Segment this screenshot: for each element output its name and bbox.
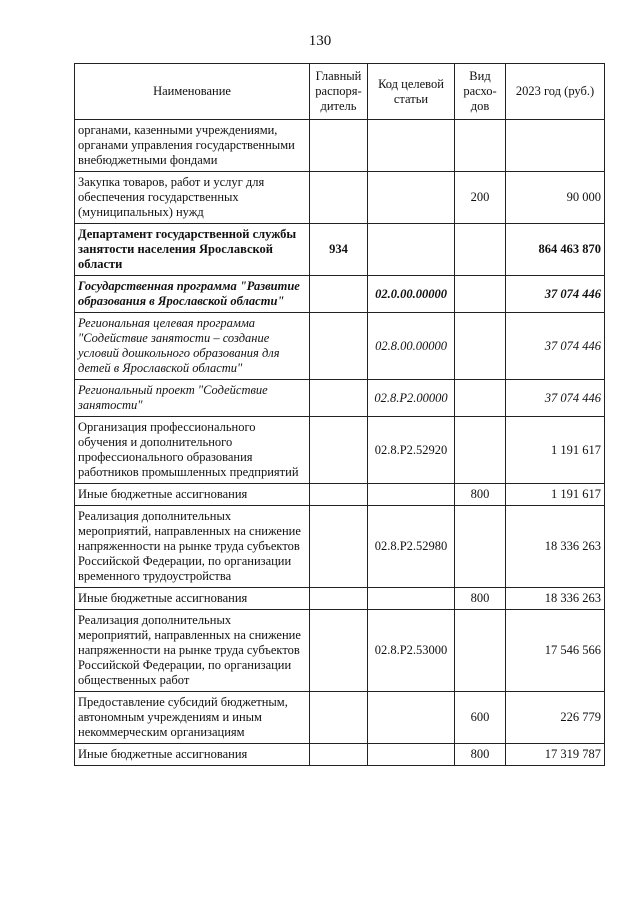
cell-admin: 934 (310, 224, 368, 276)
cell-code (368, 588, 455, 610)
cell-name: Предоставление субсидий бюджетным, автономным учреждениям и иным некоммерческим организациям (75, 692, 310, 744)
cell-name: Закупка товаров, работ и услуг для обеспечения государственных (муниципальных) нужд (75, 172, 310, 224)
budget-table (74, 63, 605, 766)
cell-name: Реализация дополнительных мероприятий, направленных на снижение напряженности на рынке труда субъектов Российской Федерации, по организации временного трудоустройства (75, 506, 310, 588)
cell-code: 02.8.00.00000 (368, 313, 455, 380)
table-row (75, 313, 605, 380)
cell-amount (506, 120, 605, 172)
cell-name: Государственная программа "Развитие образования в Ярославской области" (75, 276, 310, 313)
cell-type (455, 276, 506, 313)
table-row (75, 120, 605, 172)
cell-admin (310, 313, 368, 380)
cell-amount: 1 191 617 (506, 417, 605, 484)
cell-amount: 1 191 617 (506, 484, 605, 506)
cell-code (368, 744, 455, 766)
table-row (75, 417, 605, 484)
cell-amount: 226 779 (506, 692, 605, 744)
header-name: Наименование (75, 64, 310, 120)
header-admin: Главный распоря-дитель (310, 64, 368, 120)
cell-name: Иные бюджетные ассигнования (75, 744, 310, 766)
cell-admin (310, 610, 368, 692)
cell-type: 800 (455, 484, 506, 506)
cell-amount: 17 319 787 (506, 744, 605, 766)
page-number: 130 (308, 33, 332, 49)
cell-type (455, 120, 506, 172)
cell-admin (310, 276, 368, 313)
cell-type (455, 380, 506, 417)
table-row (75, 506, 605, 588)
cell-admin (310, 692, 368, 744)
cell-code (368, 120, 455, 172)
cell-admin (310, 744, 368, 766)
cell-amount: 37 074 446 (506, 380, 605, 417)
cell-amount: 90 000 (506, 172, 605, 224)
header-code: Код целевой статьи (368, 64, 455, 120)
cell-admin (310, 172, 368, 224)
table-body (75, 120, 605, 766)
cell-admin (310, 120, 368, 172)
cell-name: Иные бюджетные ассигнования (75, 484, 310, 506)
table-row (75, 172, 605, 224)
cell-name: Иные бюджетные ассигнования (75, 588, 310, 610)
table-header-row (75, 64, 605, 120)
table-row (75, 610, 605, 692)
cell-code: 02.8.P2.00000 (368, 380, 455, 417)
cell-code (368, 484, 455, 506)
cell-type (455, 417, 506, 484)
cell-name: Реализация дополнительных мероприятий, направленных на снижение напряженности на рынке труда субъектов Российской Федерации, по организации общественных работ (75, 610, 310, 692)
cell-type (455, 506, 506, 588)
cell-type: 800 (455, 588, 506, 610)
cell-code (368, 172, 455, 224)
cell-code: 02.0.00.00000 (368, 276, 455, 313)
cell-admin (310, 484, 368, 506)
cell-code (368, 224, 455, 276)
table-row (75, 224, 605, 276)
cell-admin (310, 417, 368, 484)
cell-admin (310, 380, 368, 417)
table-row (75, 484, 605, 506)
cell-amount: 37 074 446 (506, 313, 605, 380)
cell-name: Региональный проект "Содействие занятости" (75, 380, 310, 417)
table-row (75, 380, 605, 417)
cell-amount: 18 336 263 (506, 588, 605, 610)
header-type: Вид расхо-дов (455, 64, 506, 120)
cell-admin (310, 506, 368, 588)
cell-type (455, 313, 506, 380)
cell-amount: 18 336 263 (506, 506, 605, 588)
header-amount: 2023 год (руб.) (506, 64, 605, 120)
cell-amount: 17 546 566 (506, 610, 605, 692)
cell-name: Департамент государственной службы занятости населения Ярославской области (75, 224, 310, 276)
table-row (75, 588, 605, 610)
cell-type: 600 (455, 692, 506, 744)
table-row (75, 276, 605, 313)
table-row (75, 692, 605, 744)
cell-amount: 37 074 446 (506, 276, 605, 313)
cell-admin (310, 588, 368, 610)
cell-name: органами, казенными учреждениями, органами управления государственными внебюджетными фондами (75, 120, 310, 172)
cell-type (455, 224, 506, 276)
cell-type (455, 610, 506, 692)
cell-name: Региональная целевая программа "Содействие занятости – создание условий дошкольного образования для детей в Ярославской области" (75, 313, 310, 380)
cell-type: 200 (455, 172, 506, 224)
cell-code: 02.8.P2.52920 (368, 417, 455, 484)
cell-name: Организация профессионального обучения и дополнительного профессионального образования работников промышленных предприятий (75, 417, 310, 484)
cell-code: 02.8.P2.53000 (368, 610, 455, 692)
cell-amount: 864 463 870 (506, 224, 605, 276)
cell-code: 02.8.P2.52980 (368, 506, 455, 588)
table-row (75, 744, 605, 766)
cell-type: 800 (455, 744, 506, 766)
cell-code (368, 692, 455, 744)
